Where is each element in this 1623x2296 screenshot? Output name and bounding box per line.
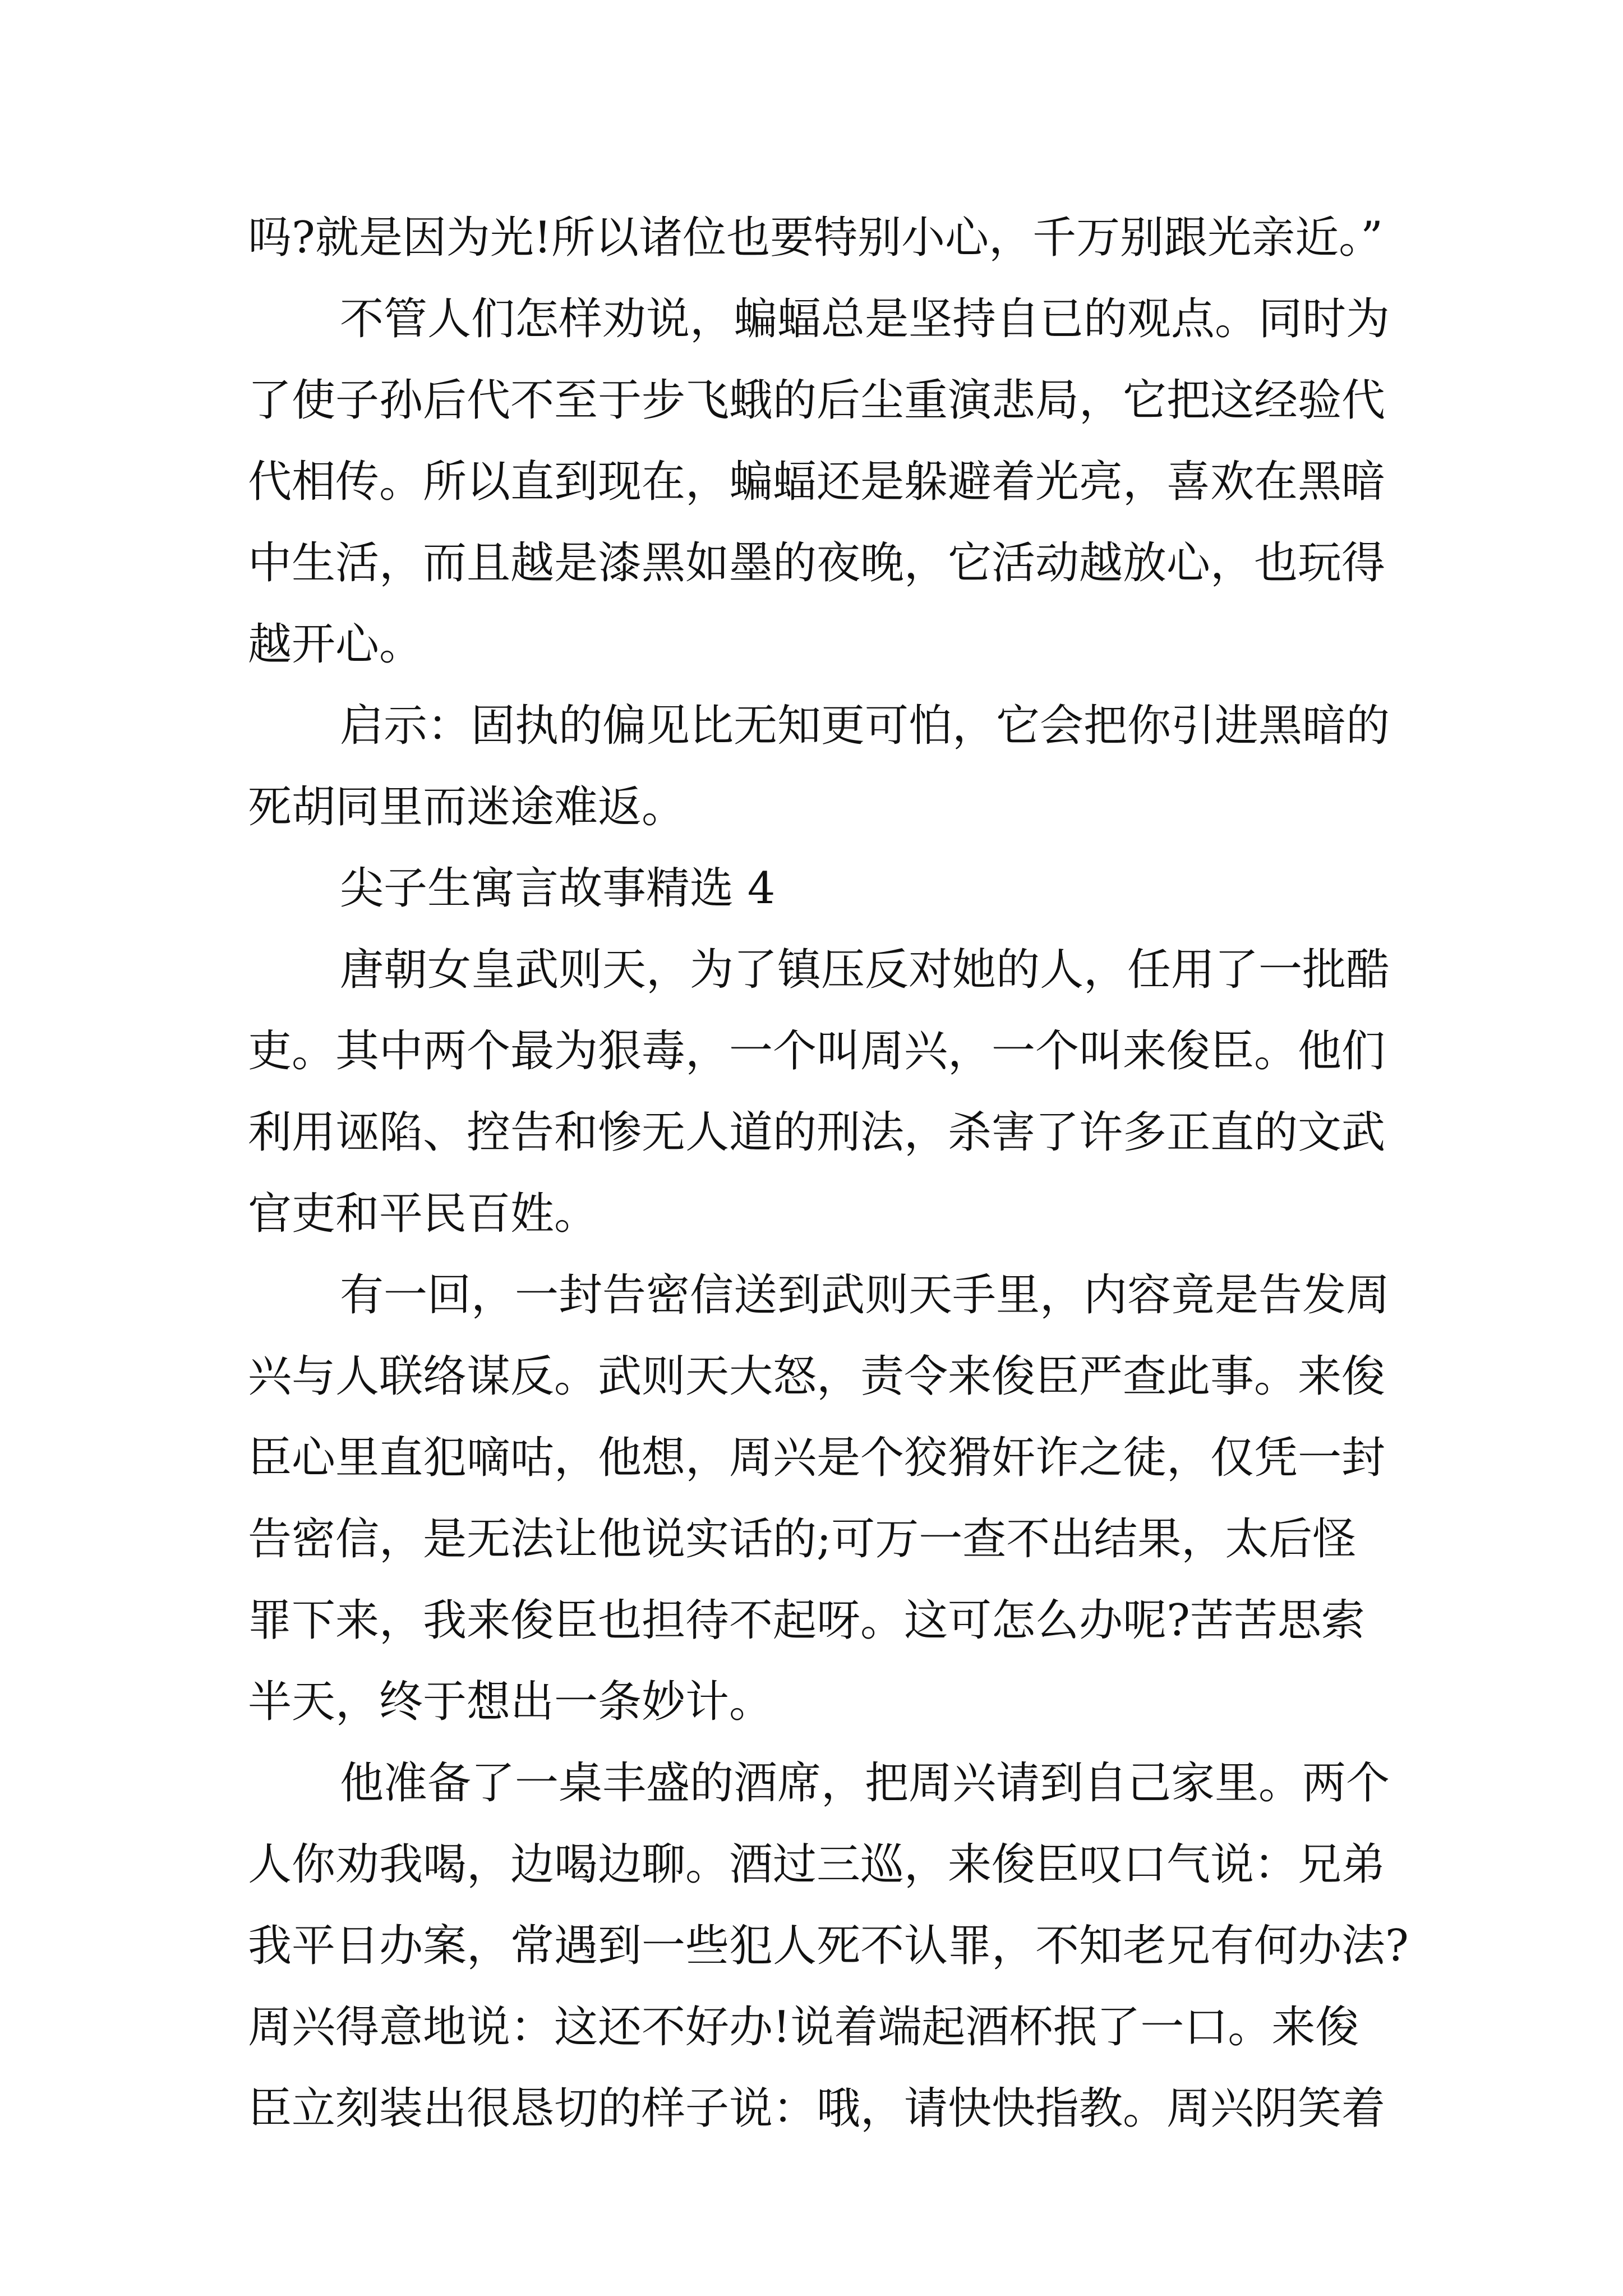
text-line: 代相传。所以直到现在，蝙蝠还是躲避着光亮，喜欢在黑暗 (248, 457, 1386, 507)
text-line: 半天，终于想出一条妙计。 (248, 1677, 773, 1727)
text-line: 吗?就是因为光!所以诸位也要特别小心，千万别跟光亲近。” (248, 213, 1384, 263)
text-line: 官吏和平民百姓。 (248, 1189, 598, 1239)
text-line: 中生活，而且越是漆黑如墨的夜晚，它活动越放心，也玩得 (248, 538, 1386, 588)
text-line: 臣立刻装出很恳切的样子说：哦，请快快指教。周兴阴笑着 (248, 2083, 1386, 2134)
text-line: 利用诬陷、控告和惨无人道的刑法，杀害了许多正直的文武 (248, 1107, 1386, 1158)
text-line: 他准备了一桌丰盛的酒席，把周兴请到自己家里。两个 (340, 1758, 1390, 1809)
text-line: 臣心里直犯嘀咕，他想，周兴是个狡猾奸诈之徒，仅凭一封 (248, 1433, 1386, 1483)
text-line: 告密信，是无法让他说实话的;可万一查不出结果，太后怪 (248, 1514, 1357, 1565)
text-line: 有一回，一封告密信送到武则天手里，内容竟是告发周 (340, 1270, 1390, 1320)
text-line: 启示：固执的偏见比无知更可怕，它会把你引进黑暗的 (340, 701, 1390, 751)
text-line: 不管人们怎样劝说，蝙蝠总是坚持自已的观点。同时为 (340, 294, 1390, 344)
text-line: 唐朝女皇武则天，为了镇压反对她的人，任用了一批酷 (340, 945, 1390, 995)
text-line: 吏。其中两个最为狠毒，一个叫周兴，一个叫来俊臣。他们 (248, 1026, 1386, 1076)
text-line: 了使子孙后代不至于步飞蛾的后尘重演悲局，它把这经验代 (248, 375, 1386, 426)
text-line: 越开心。 (248, 619, 423, 670)
text-line: 周兴得意地说：这还不好办!说着端起酒杯抿了一口。来俊 (248, 2002, 1359, 2053)
text-line: 死胡同里而迷途难返。 (248, 782, 686, 832)
text-line: 罪下来，我来俊臣也担待不起呀。这可怎么办呢?苦苦思索 (248, 1595, 1365, 1646)
text-line: 兴与人联络谋反。武则天大怒，责令来俊臣严查此事。来俊 (248, 1351, 1386, 1402)
text-line: 人你劝我喝，边喝边聊。酒过三巡，来俊臣叹口气说：兄弟 (248, 1839, 1386, 1890)
text-line: 我平日办案，常遇到一些犯人死不认罪，不知老兄有何办法? (248, 1921, 1409, 1971)
body-text (248, 197, 1409, 2150)
section-heading: 尖子生寓言故事精选 4 (340, 863, 776, 914)
